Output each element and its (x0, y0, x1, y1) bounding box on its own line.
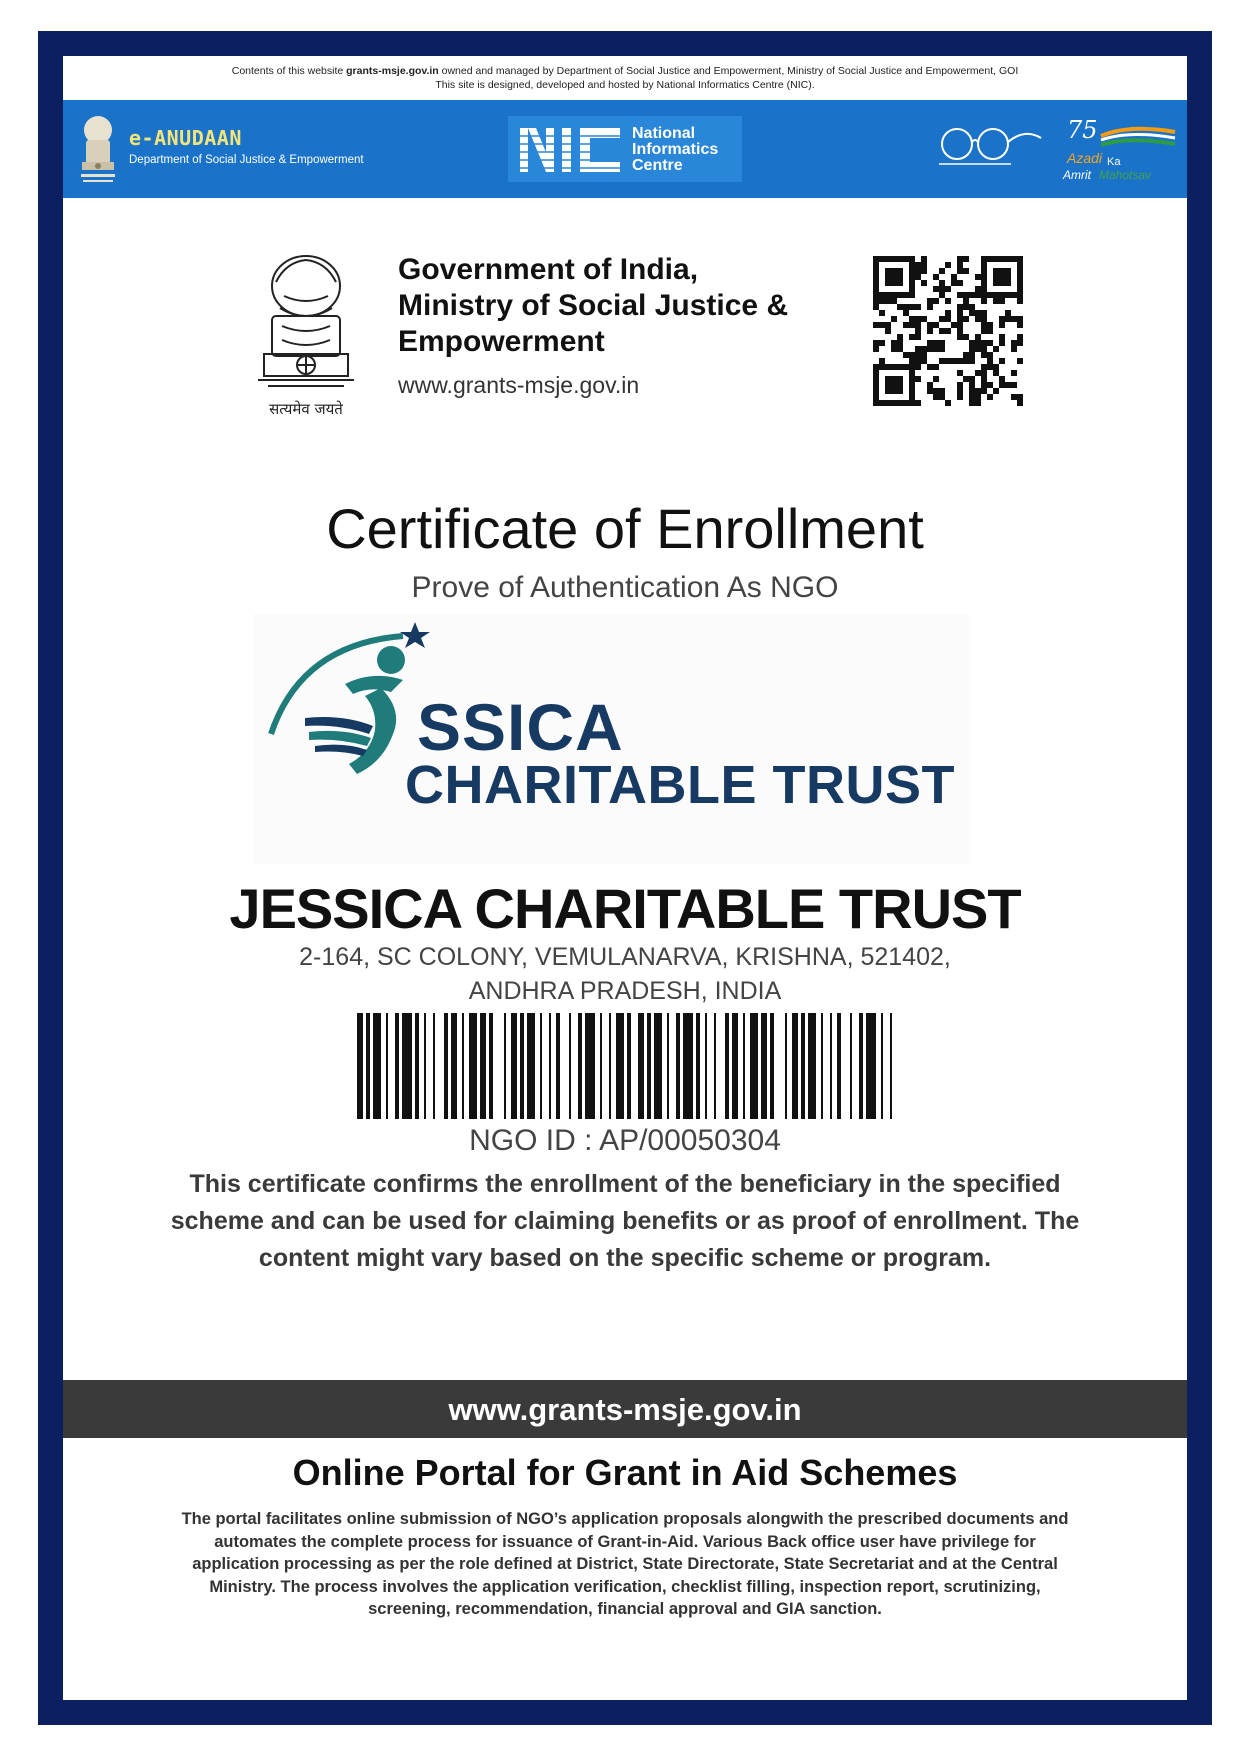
qr-code-icon (873, 256, 1023, 406)
brand-title: e-ANUDAAN (129, 126, 242, 150)
nic-name (632, 126, 718, 174)
certificate-page (63, 56, 1187, 1700)
e-anudaan-brand (129, 126, 364, 166)
brand-subtitle: Department of Social Justice & Empowerment (129, 154, 364, 166)
footer-url-bar (63, 1380, 1187, 1438)
portal-description: The portal facilitates online submission of NGO’s application proposals alongwith the prescribed documents and automates the complete process for issuance of Grant-in-Aid. Various Back office user have privilege for application processing as per the role defined at District, State Directorate, State Secretariat and at the Central Ministry. The process involves the application verification, checklist filling, inspection report, scrutinizing, screening, recommendation, financial approval and GIA sanction. (181, 1510, 1069, 1618)
footer-url: www.grants-msje.gov.in (448, 1392, 802, 1427)
azadi-mahotsav: Mahotsav (1099, 168, 1152, 182)
azadi-amrit: Amrit (1063, 168, 1091, 182)
address-line-1: 2-164, SC COLONY, VEMULANARVA, KRISHNA, 521402, (299, 943, 951, 971)
national-emblem-icon (77, 112, 119, 188)
certificate-title: Certificate of Enrollment (326, 497, 924, 560)
certificate-statement: This certificate confirms the enrollment of the beneficiary in the specified scheme and can be used for claiming benefits or as proof of enrollment. The content might vary based on the specific scheme or program. (170, 1170, 1080, 1272)
ngo-logo-name-line-2: CHARITABLE TRUST (405, 755, 955, 815)
address-line-2: ANDHRA PRADESH, INDIA (468, 977, 782, 1005)
certificate-subtitle: Prove of Authentication As NGO (411, 571, 839, 604)
ngo-logo-name-line-1: SSICA (417, 690, 624, 764)
note-nic-hosting: This site is designed, developed and hosted by National Informatics Centre (NIC). (435, 79, 815, 91)
azadi-ka-amrit-mahotsav-logo (1063, 116, 1181, 186)
nic-line-2: Informatics (632, 141, 719, 158)
site-ownership-note (63, 64, 1187, 92)
emblem-motto: सत्यमेव जयते (269, 400, 343, 418)
nic-logo-block (508, 116, 742, 182)
note-suffix: owned and managed by Department of Social Justice and Empowerment, Ministry of Social Justice and Empowerment, GOI (438, 65, 1019, 77)
azadi-ka: Ka (1107, 156, 1121, 168)
azadi-75: 75 (1067, 116, 1098, 144)
note-domain: grants-msje.gov.in (346, 65, 439, 77)
ministry-title (398, 252, 788, 360)
organization-name: JESSICA CHARITABLE TRUST (229, 877, 1021, 940)
ministry-url: www.grants-msje.gov.in (398, 372, 640, 398)
nic-line-1: National (632, 125, 696, 142)
national-emblem-large-icon (246, 246, 366, 421)
organization-address (63, 940, 1187, 1008)
ngo-logo (253, 614, 969, 864)
swachh-bharat-glasses-icon (925, 124, 1045, 174)
note-prefix: Contents of this website (231, 65, 347, 77)
ministry-line-1: Government of India, (398, 253, 699, 286)
nic-logo-icon (520, 126, 624, 174)
header-banner (63, 100, 1187, 198)
ministry-line-3: Empowerment (398, 325, 605, 358)
tricolour-swoosh-icon (1099, 126, 1177, 150)
barcode-icon (357, 1013, 897, 1119)
azadi-word: Azadi (1067, 150, 1103, 166)
portal-title: Online Portal for Grant in Aid Schemes (292, 1452, 958, 1493)
ministry-line-2: Ministry of Social Justice & (398, 289, 789, 322)
nic-line-3: Centre (632, 157, 683, 174)
ngo-id: NGO ID : AP/00050304 (469, 1124, 781, 1157)
